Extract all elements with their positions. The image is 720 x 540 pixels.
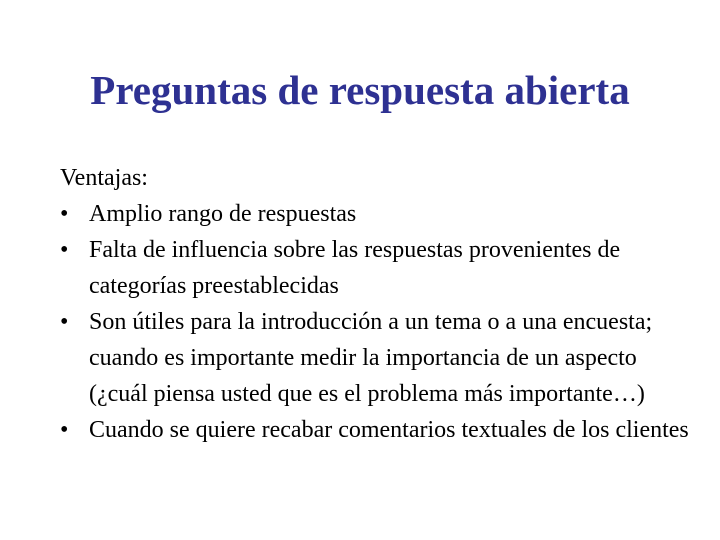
bullet-icon: • xyxy=(60,237,69,263)
bullet-icon: • xyxy=(60,417,69,443)
bullet-icon: • xyxy=(60,309,69,335)
bullet-icon: • xyxy=(60,201,69,227)
bullet-text: Cuando se quiere recabar comentarios textuales de los clientes xyxy=(89,417,689,443)
bullet-item xyxy=(60,304,700,412)
bullet-text: Falta de influencia sobre las respuestas provenientes de categorías preestablecidas xyxy=(89,237,621,299)
bullet-list xyxy=(60,196,700,448)
advantages-heading: Ventajas: xyxy=(60,165,148,191)
bullet-item xyxy=(60,412,700,448)
slide-title: Preguntas de respuesta abierta xyxy=(90,67,630,113)
bullet-text: Son útiles para la introducción a un tema o a una encuesta; cuando es importante medir la importancia de un aspecto (¿cuál piensa usted que es el problema más importante…) xyxy=(89,309,653,407)
bullet-item xyxy=(60,196,700,232)
bullet-item xyxy=(60,232,700,304)
slide-content xyxy=(60,160,700,448)
bullet-text: Amplio rango de respuestas xyxy=(89,201,357,227)
